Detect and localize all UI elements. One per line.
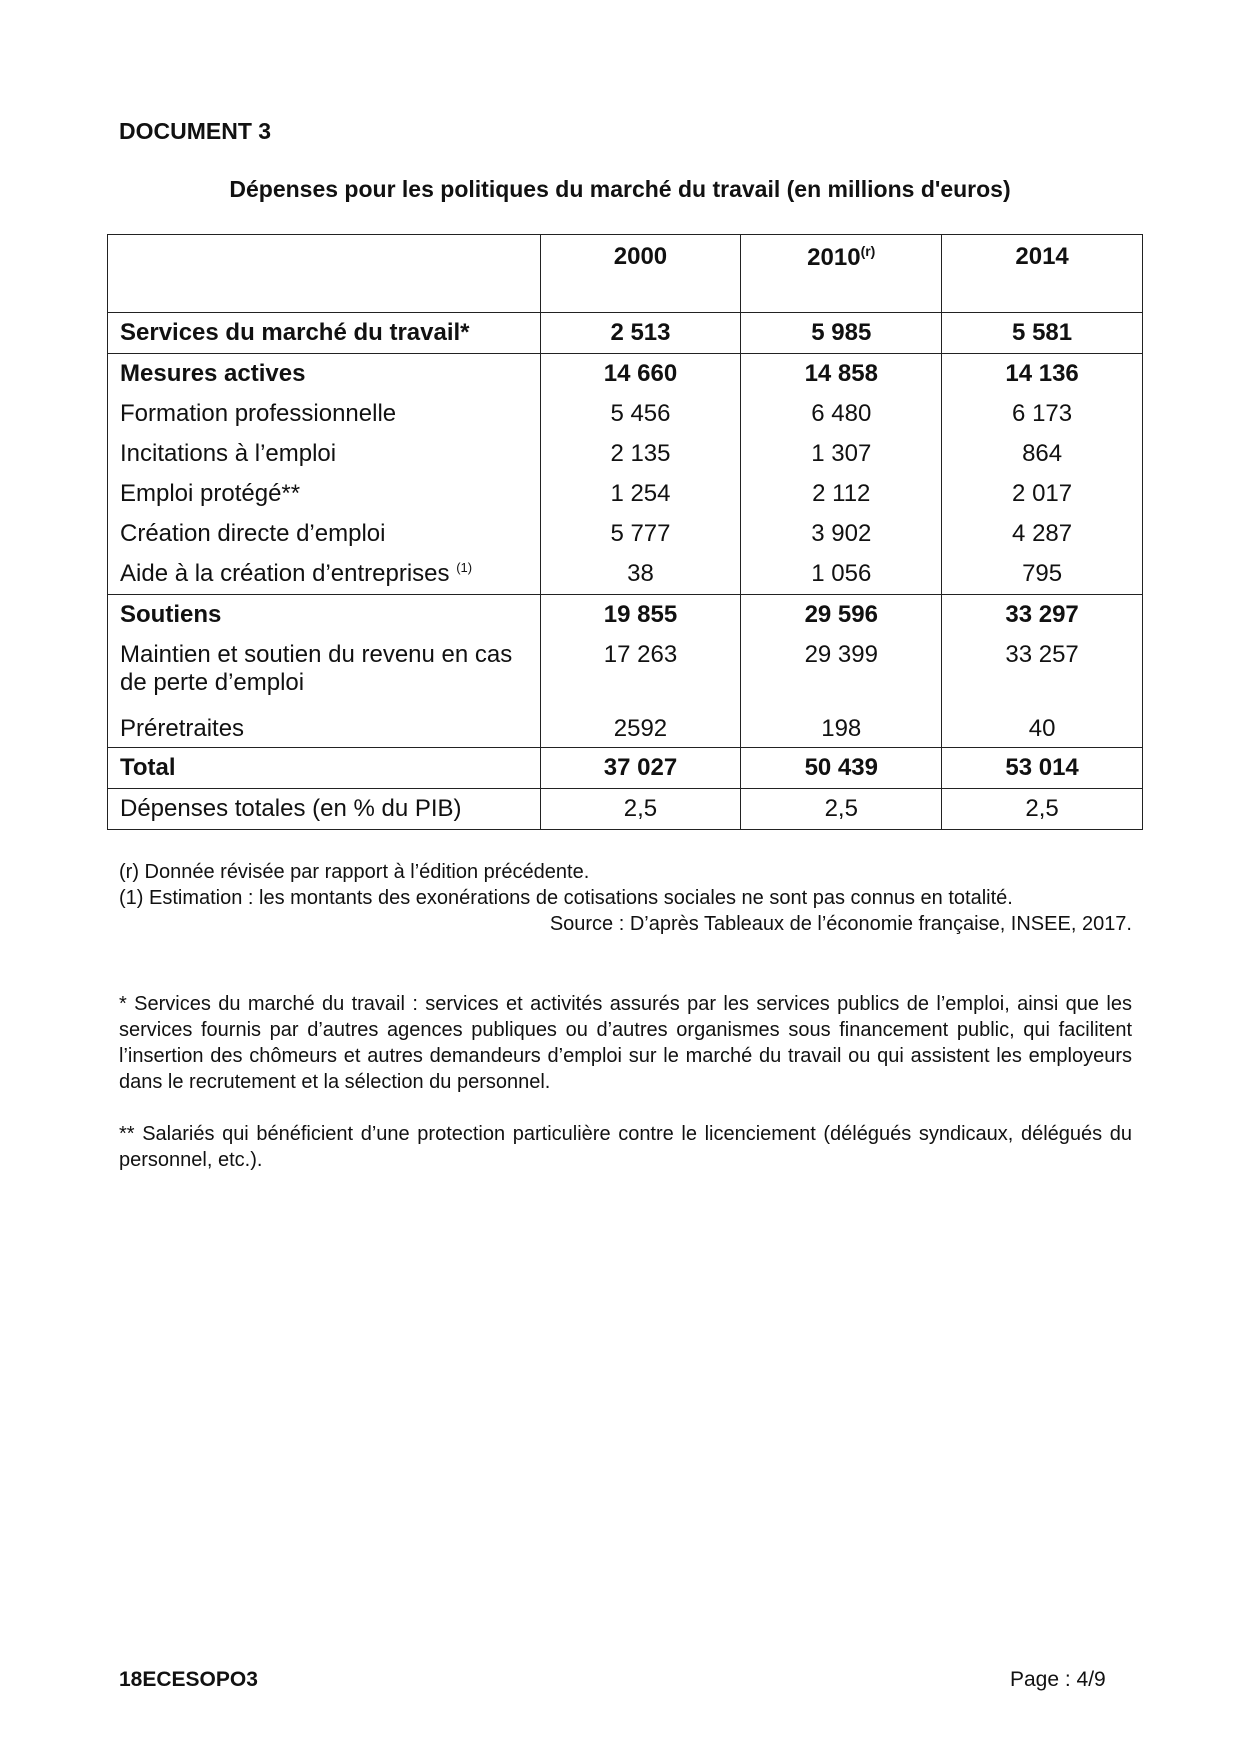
row-label: Création directe d’emploi <box>108 514 541 554</box>
cell-value: 5 777 <box>540 514 741 554</box>
table-row <box>108 514 1143 554</box>
services-definition-text: * Services du marché du travail : services et activités assurés par les services publics de l’emploi, ainsi que les services fournis par d’autres agences publiques ou d’autres organismes sous financement public, qui facilitent l’insertion des chômeurs et autres demandeurs d’emploi sur le marché du travail ou qui assistent les employeurs dans le recrutement et la sélection du personnel. <box>119 993 1132 1093</box>
cell-value: 2 017 <box>942 474 1143 514</box>
cell-value: 19 855 <box>540 595 741 636</box>
table-notes <box>119 859 1132 937</box>
protected-definition-text: ** Salariés qui bénéficient d’une protection particulière contre le licenciement (délégués syndicaux, délégués du personnel, etc.). <box>119 1123 1132 1171</box>
row-label: Mesures actives <box>108 354 541 395</box>
row-label: Maintien et soutien du revenu en cas de perte d’emploi <box>108 635 541 699</box>
revised-note: (r) Donnée révisée par rapport à l’édition précédente. <box>119 861 590 883</box>
row-label: Soutiens <box>108 595 541 636</box>
table-row <box>108 354 1143 395</box>
row-label: Services du marché du travail* <box>108 313 541 354</box>
cell-value: 3 902 <box>741 514 942 554</box>
cell-value: 2,5 <box>942 789 1143 830</box>
header-year-2014: 2014 <box>942 235 1143 313</box>
table-row <box>108 434 1143 474</box>
table-row <box>108 554 1143 595</box>
row-label: Aide à la création d’entreprises $^{(1)}$ <box>108 554 541 595</box>
cell-value: 14 136 <box>942 354 1143 395</box>
cell-value: 33 297 <box>942 595 1143 636</box>
row-label: Emploi protégé** <box>108 474 541 514</box>
cell-value: 2 135 <box>540 434 741 474</box>
document-label: DOCUMENT 3 <box>119 118 272 144</box>
row-label: Formation professionnelle <box>108 394 541 434</box>
cell-value: 2 513 <box>540 313 741 354</box>
cell-value: 2592 <box>540 699 741 748</box>
cell-value: 795 <box>942 554 1143 595</box>
page-number: Page : 4/9 <box>1010 1668 1106 1691</box>
table-row <box>108 699 1143 748</box>
cell-value: 17 263 <box>540 635 741 699</box>
table-row <box>108 313 1143 354</box>
cell-value: 198 <box>741 699 942 748</box>
cell-value: 6 480 <box>741 394 942 434</box>
table-row <box>108 748 1143 789</box>
cell-value: 14 858 <box>741 354 942 395</box>
cell-value: 864 <box>942 434 1143 474</box>
source-note: Source : D’après Tableaux de l’économie française, INSEE, 2017. <box>549 913 1132 935</box>
cell-value: 4 287 <box>942 514 1143 554</box>
protected-definition <box>119 1121 1132 1173</box>
header-year-2000: 2000 <box>540 235 741 313</box>
table-row <box>108 789 1143 830</box>
footnote-marker: (1) <box>456 560 473 575</box>
row-label: Dépenses totales (en % du PIB) <box>108 789 541 830</box>
cell-value: 1 056 <box>741 554 942 595</box>
table-header-row <box>108 235 1143 313</box>
cell-value: 14 660 <box>540 354 741 395</box>
cell-value: 5 581 <box>942 313 1143 354</box>
cell-value: 29 399 <box>741 635 942 699</box>
cell-value: 2,5 <box>540 789 741 830</box>
labor-market-spending-table <box>107 234 1143 830</box>
cell-value: 2 112 <box>741 474 942 514</box>
row-label: Incitations à l’emploi <box>108 434 541 474</box>
table-row <box>108 595 1143 636</box>
cell-value: 6 173 <box>942 394 1143 434</box>
cell-value: 40 <box>942 699 1143 748</box>
table-row <box>108 474 1143 514</box>
cell-value: 1 307 <box>741 434 942 474</box>
exam-code: 18ECESOPO3 <box>119 1668 258 1691</box>
row-label: Préretraites <box>108 699 541 748</box>
services-definition <box>119 991 1132 1095</box>
cell-value: 29 596 <box>741 595 942 636</box>
revised-marker: (r) <box>860 243 876 259</box>
cell-value: 1 254 <box>540 474 741 514</box>
header-empty-cell <box>108 235 541 313</box>
header-year-2010: 2010$^{(r)}$ <box>741 235 942 313</box>
cell-value: 5 456 <box>540 394 741 434</box>
cell-value: 5 985 <box>741 313 942 354</box>
cell-value: 50 439 <box>741 748 942 789</box>
table-row <box>108 394 1143 434</box>
table-row <box>108 635 1143 699</box>
estimation-note: (1) Estimation : les montants des exonérations de cotisations sociales ne sont pas connus en totalité. <box>119 887 1013 909</box>
cell-value: 33 257 <box>942 635 1143 699</box>
cell-value: 38 <box>540 554 741 595</box>
cell-value: 37 027 <box>540 748 741 789</box>
document-title: Dépenses pour les politiques du marché du travail (en millions d'euros) <box>229 176 1011 202</box>
cell-value: 53 014 <box>942 748 1143 789</box>
row-label: Total <box>108 748 541 789</box>
cell-value: 2,5 <box>741 789 942 830</box>
